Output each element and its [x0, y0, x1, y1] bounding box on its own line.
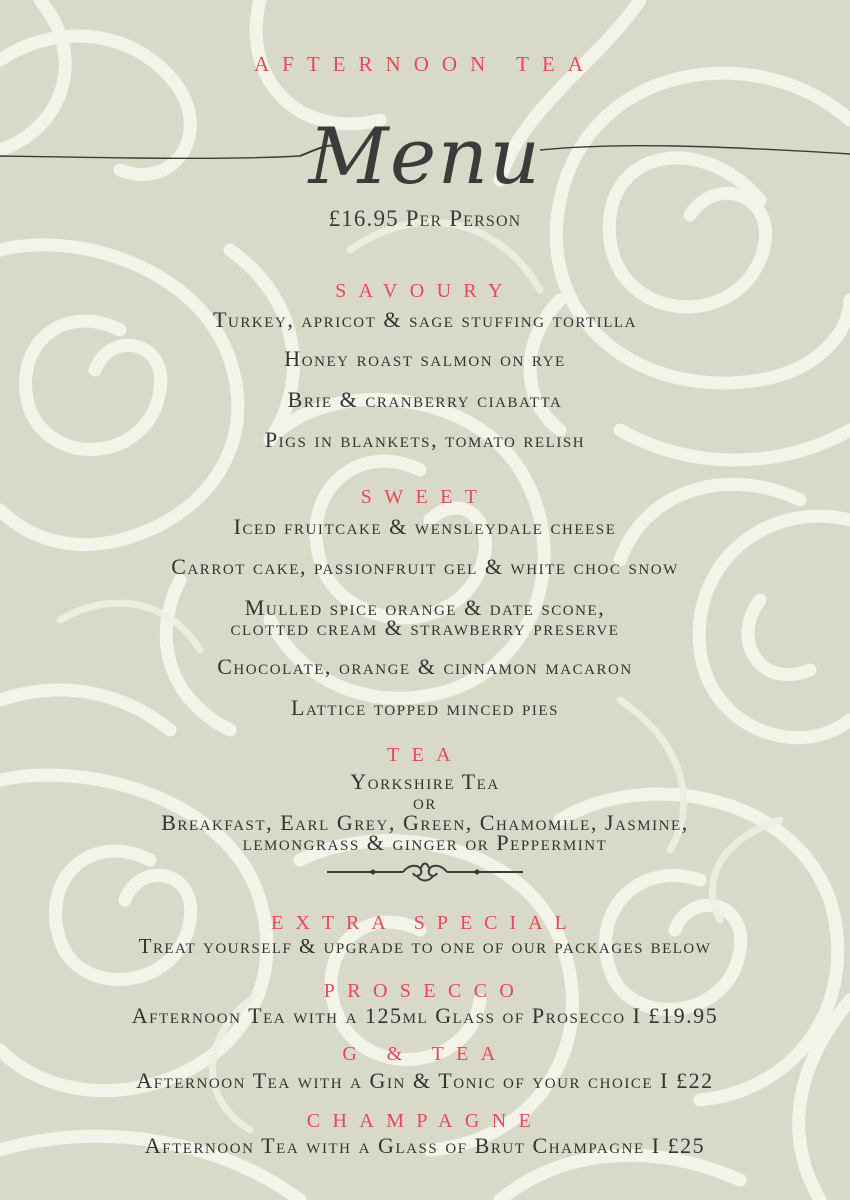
menu-item: clotted cream & strawberry preserve	[230, 615, 620, 640]
menu-title: Menu	[308, 112, 542, 202]
menu-item: Carrot cake, passionfruit gel & white choc snow	[171, 554, 679, 579]
menu-item: Pigs in blankets, tomato relish	[264, 427, 586, 452]
package-line: Afternoon Tea with a Gin & Tonic of your choice I £22	[136, 1068, 714, 1093]
package-heading-champagne: CHAMPAGNE	[306, 1110, 544, 1132]
section-heading-extra-special: EXTRA SPECIAL	[271, 912, 579, 934]
menu-item: Chocolate, orange & cinnamon macaron	[217, 654, 633, 679]
menu-item: Honey roast salmon on rye	[284, 346, 566, 371]
section-heading-savoury: SAVOURY	[335, 280, 515, 302]
divider-ornament-icon	[325, 860, 525, 884]
menu-item: Turkey, apricot & sage stuffing tortilla	[213, 307, 637, 332]
tea-line: Breakfast, Earl Grey, Green, Chamomile, Jasmine,	[161, 810, 689, 835]
section-heading-tea: TEA	[386, 744, 464, 766]
price-per-person: £16.95 Per Person	[328, 206, 522, 231]
tea-line: Yorkshire Tea	[350, 769, 500, 794]
package-heading-prosecco: PROSECCO	[323, 980, 527, 1002]
extra-subtitle: Treat yourself & upgrade to one of our packages below	[138, 934, 712, 958]
tea-line: or	[413, 789, 437, 814]
menu-item: Iced fruitcake & wensleydale cheese	[233, 514, 617, 539]
menu-kicker: AFTERNOON TEA	[253, 52, 597, 76]
package-line: Afternoon Tea with a 125ml Glass of Prosecco I £19.95	[131, 1003, 719, 1028]
menu-item: Lattice topped minced pies	[290, 695, 560, 720]
menu-item: Brie & cranberry ciabatta	[287, 387, 563, 412]
tea-line: lemongrass & ginger or Peppermint	[242, 830, 608, 855]
section-heading-sweet: SWEET	[360, 486, 490, 508]
package-line: Afternoon Tea with a Glass of Brut Champagne I £25	[144, 1133, 706, 1158]
package-heading-g-and-tea: G & TEA	[342, 1043, 508, 1065]
menu-item: Mulled spice orange & date scone,	[244, 595, 606, 620]
